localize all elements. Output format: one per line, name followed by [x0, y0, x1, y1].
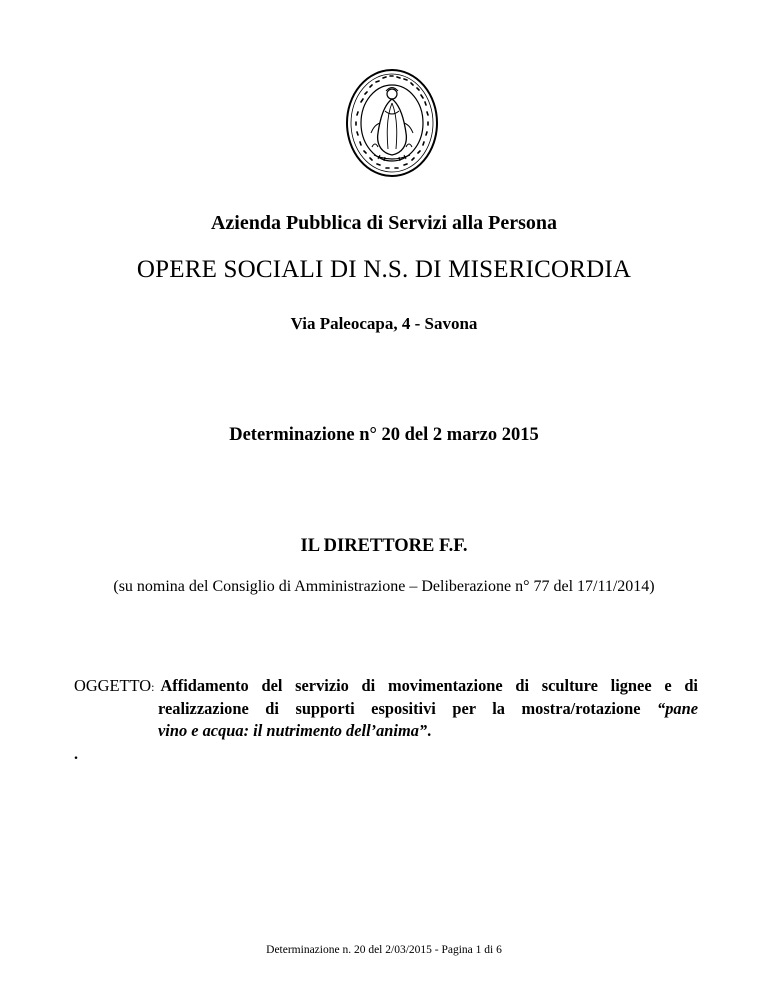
- subject-line-1: Affidamento del servizio di movimentazione di sculture lignee e di: [160, 676, 698, 695]
- stray-period: .: [74, 746, 78, 763]
- determination-title: Determinazione n° 20 del 2 marzo 2015: [229, 425, 539, 445]
- subject-block: [74, 675, 698, 742]
- seal-emblem-icon: [344, 67, 440, 179]
- subject-label: OGGETTO: [74, 676, 152, 695]
- subject-line-2-text: realizzazione di supporti espositivi per la mostra/rotazione: [158, 699, 658, 718]
- page-footer: Determinazione n. 20 del 2/03/2015 - Pagina 1 di 6: [266, 944, 502, 956]
- director-title: IL DIRETTORE F.F.: [300, 536, 468, 556]
- director-nomination: (su nomina del Consiglio di Amministrazione – Deliberazione n° 77 del 17/11/2014): [113, 578, 655, 595]
- subject-line-3: [158, 720, 698, 742]
- subject-line-2: [158, 698, 698, 720]
- subject-title-quote-start: “pane: [657, 699, 698, 718]
- organization-type: Azienda Pubblica di Servizi alla Persona: [210, 212, 558, 234]
- subject-colon: :: [151, 680, 155, 694]
- organization-name: OPERE SOCIALI DI N.S. DI MISERICORDIA: [136, 256, 632, 283]
- subject-first-row: [74, 675, 698, 698]
- organization-address: Via Paleocapa, 4 - Savona: [290, 314, 478, 333]
- subject-line-3-end: .: [427, 721, 432, 740]
- subject-title-quote-end: vino e acqua: il nutrimento dell’anima”: [158, 721, 428, 740]
